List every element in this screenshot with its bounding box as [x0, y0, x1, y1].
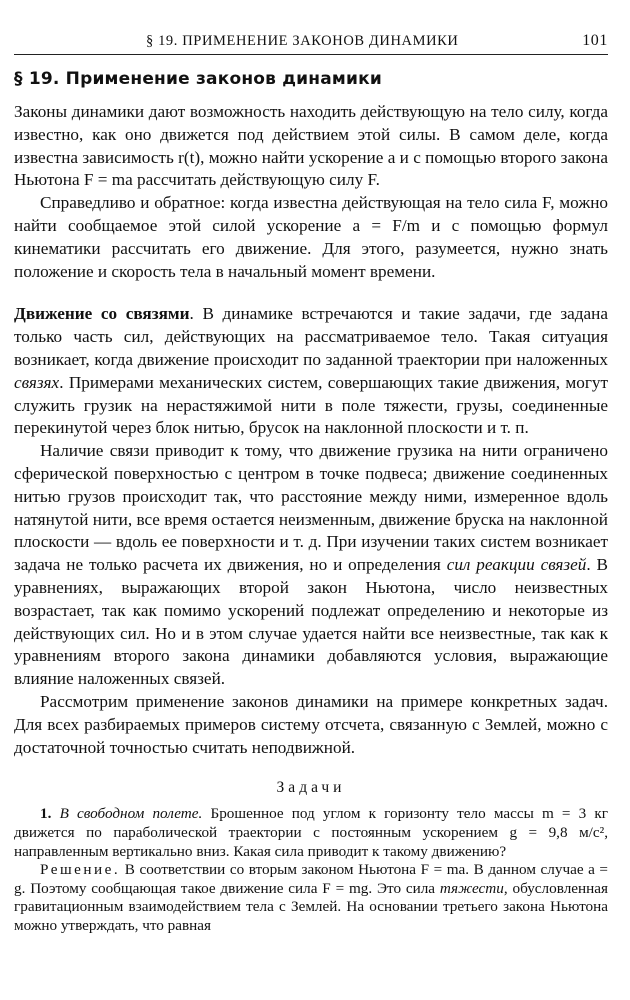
subheading-constraints: Движение со связями	[14, 304, 190, 324]
paragraph-3-text-b: . Примерами механических систем, совершающих такие движения, могут служить грузик на нерастяжимой нити в поле тяжести, грузы, соединенные перекинутой через блок нитью, брусок на наклонной плоскости и т. п.	[14, 372, 608, 438]
main-text	[14, 101, 608, 759]
paragraph-4-text-b: . В уравнениях, выражающих второй закон Ньютона, число неизвестных возрастает, так как помимо ускорений подлежат определению и некоторые из действующих сил. Но и в этом случае удается найти все неизвестные, так как к уравнениям второго закона динамики добавляются условия, выражающие влияние наложенных связей.	[14, 555, 608, 689]
running-head	[14, 30, 608, 55]
solution-1-text-b: , обусловленная гравитационным взаимодействием тела с Землей. На основании третьего закона Ньютона можно утверждать, что равная	[14, 879, 608, 934]
problem-1	[14, 805, 608, 861]
paragraph-3-text-a: . В динамике встречаются и такие задачи, где задана только часть сил, действующих на рассматриваемое тело. Такая ситуация возникает, когда движение происходит по заданной траектории при наложенных	[14, 304, 608, 369]
term-gravity: тяжести	[439, 879, 504, 897]
paragraph-2: Справедливо и обратное: когда известна действующая на тело сила F, можно найти сообщаемое этой силой ускорение a = F/m и с помощью формул кинематики рассчитать его движение. Для этого, разумеется, нужно знать положение и скорость тела в начальный момент времени.	[14, 193, 608, 281]
paragraph-1: Законы динамики дают возможность находить действующую на тело силу, когда известно, как оно движется под действием этой силы. В самом деле, когда известна зависимость r(t), можно найти ускорение a и с помощью второго закона Ньютона F = ma рассчитать действующую силу F.	[14, 102, 608, 190]
problems-section	[14, 805, 608, 935]
running-head-title: § 19. ПРИМЕНЕНИЕ ЗАКОНОВ ДИНАМИКИ	[146, 33, 459, 49]
paragraph-3	[14, 303, 608, 440]
problems-heading: Задачи	[276, 779, 346, 797]
paragraph-5: Рассмотрим применение законов динамики на примере конкретных задач. Для всех разбираемых примеров систему отсчета, связанную с Землей, можно с достаточной точностью считать неподвижной.	[14, 691, 608, 757]
problem-1-number: 1.	[40, 805, 52, 823]
term-constraints: связях	[14, 372, 60, 392]
solution-1-text-a: В соответствии со вторым законом Ньютона F = ma. В данном случае a = g. Поэтому сообщающая такое движение сила F = mg. Это сила	[14, 861, 608, 897]
problem-1-title: В свободном полете.	[59, 805, 203, 823]
paragraph-4	[14, 440, 608, 691]
paragraph-4-text-a: Наличие связи приводит к тому, что движение грузика на нити ограничено сферической поверхностью с центром в точке подвеса; движение соединенных нитью грузов происходит так, что расстояние между ними, измеренное вдоль натянутой нити, все время остается неизменным, движение бруска на наклонной плоскости — вдоль ее поверхности и т. д. При изучении таких систем возникает задача не только расчета их движения, но и определения	[14, 441, 608, 575]
section-title: § 19. Применение законов динамики	[14, 69, 382, 89]
problem-1-text: Брошенное под углом к горизонту тело массы m = 3 кг движется по параболической траектории с постоянным ускорением g = 9,8 м/с², направленным вертикально вниз. Какая сила приводит к такому движению?	[14, 805, 609, 860]
page-number: 101	[582, 32, 608, 49]
solution-1	[14, 861, 608, 935]
solution-1-label: Решение.	[40, 861, 121, 879]
term-reaction-forces: сил реакции связей	[446, 555, 587, 575]
